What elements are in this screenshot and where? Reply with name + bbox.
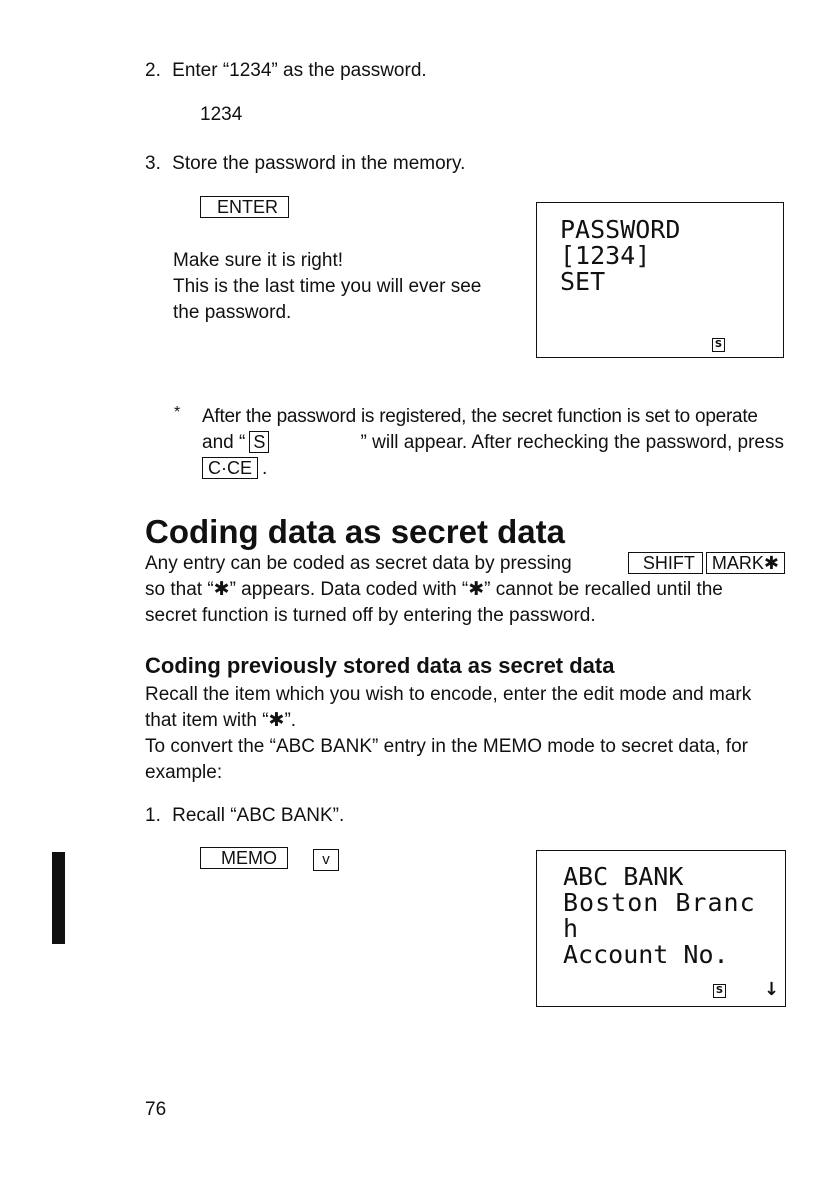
page-number: 76: [145, 1099, 167, 1120]
secret-indicator-icon: S: [713, 984, 726, 998]
step-text: Recall “ABC BANK”.: [172, 805, 345, 826]
lcd-line: h: [563, 914, 579, 943]
subsection-line: example:: [145, 762, 223, 783]
note-line: Make sure it is right!: [173, 250, 343, 271]
lcd-display-password: [536, 202, 784, 358]
enter-key: ENTER: [200, 196, 289, 218]
note-line-1: After the password is registered, the secret function is set to operate: [202, 406, 758, 427]
section-line-2: so that “✱” appears. Data coded with “✱” cannot be recalled until the: [145, 579, 723, 600]
section-paragraph: [145, 551, 785, 629]
step-2-input: 1234: [200, 104, 243, 125]
subsection-line: To convert the “ABC BANK” entry in the MEMO mode to secret data, for: [145, 736, 748, 757]
note-line-3: C·CE .: [202, 456, 784, 482]
note-block: [202, 404, 784, 482]
step-text: Store the password in the memory.: [172, 153, 466, 174]
mark-key: MARK✱: [706, 552, 785, 574]
subsection-paragraph: [145, 682, 785, 786]
lcd-line: Boston Branc: [563, 888, 756, 917]
step-number: 2.: [145, 60, 161, 81]
lcd-line: ABC BANK: [563, 862, 684, 891]
note-line-2: and “ S ” will appear. After rechecking the password, press: [202, 432, 784, 453]
lcd-line: Account No.: [563, 940, 729, 969]
subsection-line: Recall the item which you wish to encode, enter the edit mode and mark: [145, 684, 752, 705]
section-line-1: Any entry can be coded as secret data by pressing SHIFT MARK✱: [145, 551, 785, 577]
down-key: v: [313, 849, 339, 871]
memo-key: MEMO: [200, 847, 288, 869]
c-ce-key: C·CE: [202, 457, 258, 479]
note-bullet: *: [174, 404, 181, 421]
subsection-line: that item with “✱”.: [145, 710, 297, 731]
lcd-line: PASSWORD: [560, 215, 681, 244]
s-key: S: [249, 431, 269, 453]
section-line-3: secret function is turned off by entering the password.: [145, 605, 596, 626]
note-line: the password.: [173, 302, 292, 323]
step-number: 3.: [145, 153, 161, 174]
lcd-line: SET: [560, 267, 606, 296]
step-text: Enter “1234” as the password.: [172, 60, 427, 81]
scroll-down-arrow-icon: ↓: [764, 979, 780, 1000]
lcd-line: [1234]: [560, 241, 651, 270]
shift-key: SHIFT: [628, 552, 703, 574]
section-title: Coding data as secret data: [145, 513, 565, 550]
chapter-tab-marker: [52, 852, 65, 944]
step-3: [145, 151, 465, 177]
secret-indicator-icon: S: [712, 338, 725, 352]
step-2: [145, 58, 427, 84]
subsection-title: Coding previously stored data as secret data: [145, 653, 615, 678]
lcd-display-memo: [536, 850, 786, 1007]
note-line: This is the last time you will ever see: [173, 276, 482, 297]
step-1: [145, 803, 344, 829]
step-number: 1.: [145, 805, 161, 826]
step-3-note: [173, 248, 481, 326]
